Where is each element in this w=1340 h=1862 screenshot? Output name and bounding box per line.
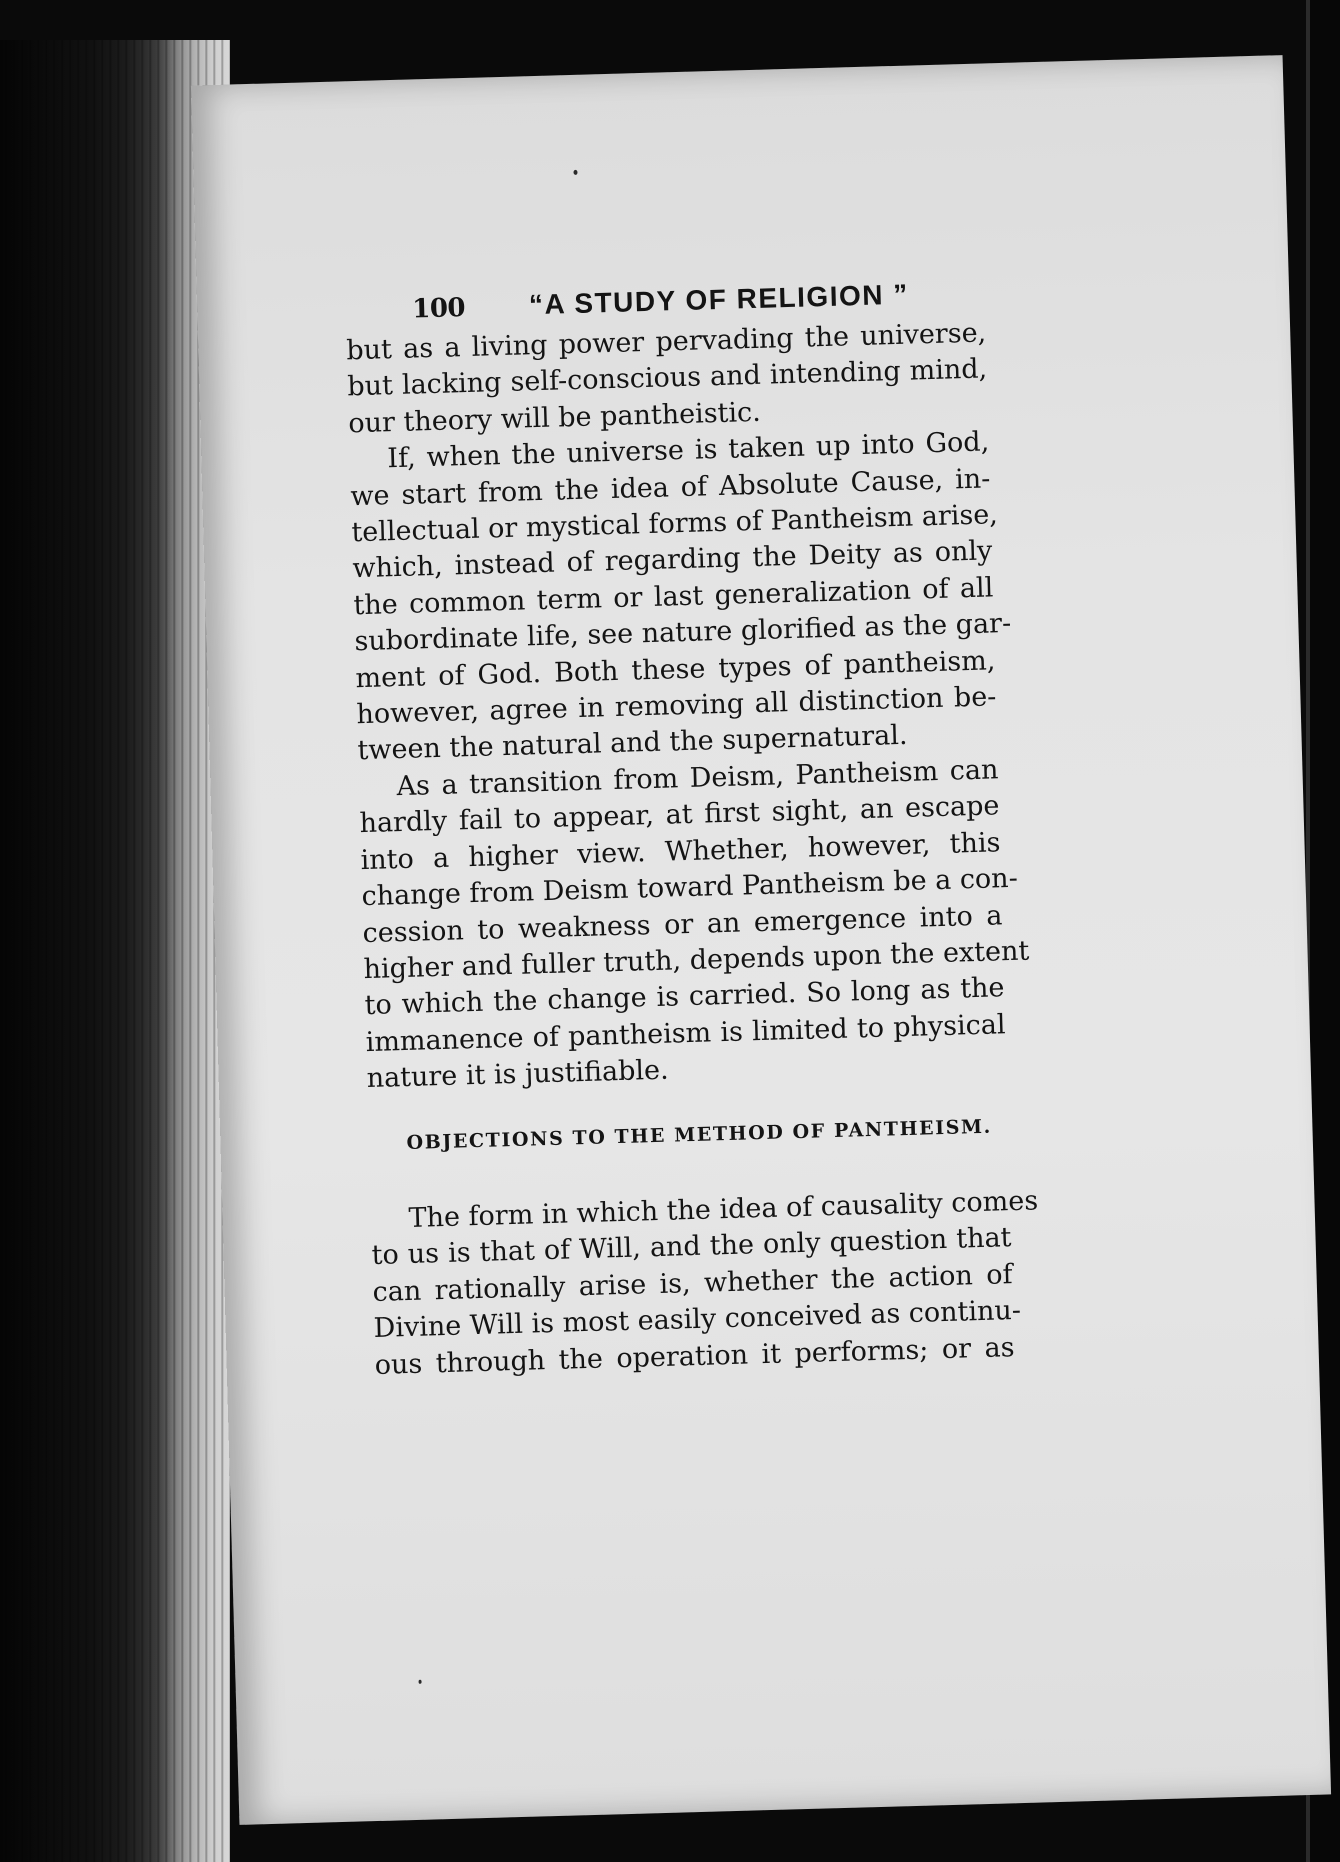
- text-line: As a transition from Deism, Pantheism can: [396, 754, 999, 802]
- ink-speck: [419, 1680, 422, 1684]
- text-line: ment of God. Both these types of pantheism,: [355, 645, 996, 694]
- body-text: [345, 315, 1039, 1383]
- paragraph: [370, 1184, 1039, 1384]
- book-page-edges: [0, 40, 230, 1862]
- text-line: Divine Will is most easily conceived as continu-: [373, 1295, 1022, 1345]
- text-line: ous through the operation it performs; or as: [374, 1331, 1015, 1381]
- text-line: If, when the universe is taken up into God,: [386, 426, 990, 475]
- text-line: higher and fuller truth, depends upon the extent: [363, 935, 1030, 986]
- text-line: nature it is justifiable.: [366, 1054, 670, 1095]
- text-line: change from Deism toward Pantheism be a con-: [361, 862, 1019, 913]
- text-line: can rationally arise is, whether the action of: [372, 1258, 1013, 1308]
- text-line: immanence of pantheism is limited to physical: [365, 1008, 1006, 1058]
- text-line: we start from the idea of Absolute Cause, in-: [350, 463, 991, 512]
- text-line: hardly fail to appear, at first sight, an escape: [359, 790, 1000, 840]
- text-line: tween the natural and the supernatural.: [357, 720, 908, 767]
- text-line: into a higher view. Whether, however, this: [360, 826, 1001, 876]
- section-heading: OBJECTIONS TO THE METHOD OF PANTHEISM.: [406, 1115, 993, 1154]
- ink-speck: [573, 170, 577, 175]
- text-line: which, instead of regarding the Deity as only: [352, 535, 993, 585]
- text-line: cession to weakness or an emergence into a: [362, 899, 1003, 949]
- paragraph: [349, 425, 1012, 770]
- text-line: however, agree in removing all distinction be-: [356, 681, 997, 731]
- text-line: but as a living power pervading the universe,: [345, 317, 987, 367]
- text-line: The form in which the idea of causality comes: [408, 1185, 1039, 1234]
- page-number: 100: [411, 293, 466, 325]
- page-paper: [191, 55, 1331, 1825]
- text-line: but lacking self-conscious and intending mind,: [346, 353, 988, 403]
- text-line: subordinate life, see nature glorified as the gar-: [354, 608, 1012, 658]
- text-line: to which the change is carried. So long as the: [364, 972, 1005, 1022]
- text-line: tellectual or mystical forms of Pantheism arise,: [351, 499, 999, 549]
- text-line: the common term or last generalization of all: [353, 572, 994, 622]
- paragraph: [346, 315, 989, 442]
- paragraph: [358, 752, 1030, 1097]
- running-title: “A STUDY OF RELIGION ”: [528, 278, 910, 321]
- text-line: to us is that of Will, and the only question that: [371, 1222, 1012, 1272]
- text-line: our theory will be pantheistic.: [347, 396, 762, 440]
